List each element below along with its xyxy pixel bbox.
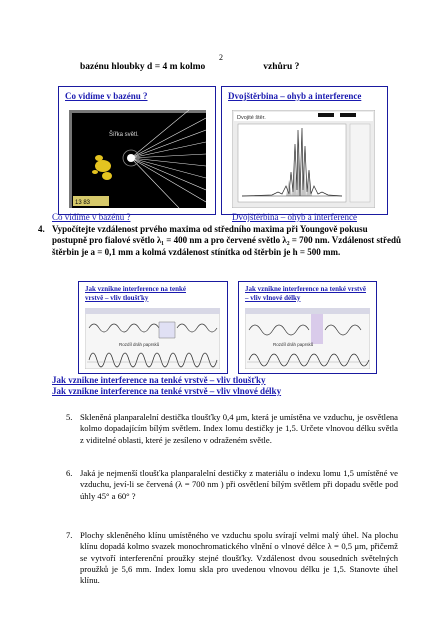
sim-value: 13 83 (75, 200, 91, 206)
continuation-text: bazénu hloubky d = 4 m kolmo (80, 62, 206, 72)
question-4-text: Vypočítejte vzdálenost prvého maxima od středního maxima při Youngově pokusu postupně pro fialové světlo λ₁ = 400 nm a pro červené světlo λ₂ = 700 nm. Vzdálenost středů štěrbin je a = 0,1 mm a kolmá vzdálenost stínítka od štěrbin je h = 500 mm. (52, 224, 401, 257)
question-7-number: 7. (66, 530, 73, 540)
sim-label: Šířka světl. (109, 132, 139, 138)
film-wavelength-link[interactable]: Jak vznikne interference na tenké vrstvě – vliv vlnové délky (52, 386, 282, 396)
pool-link[interactable]: Co vidíme v bazénu ? (52, 212, 131, 222)
thin-film-wavelength-box[interactable] (238, 281, 377, 374)
question-6 (66, 468, 398, 502)
question-6-number: 6. (66, 468, 73, 478)
question-4 (38, 224, 402, 258)
film-thickness-link[interactable]: Jak vznikne interference na tenké vrstvě – vliv tloušťky (52, 375, 266, 385)
pool-simulation-screenshot (69, 110, 206, 208)
pool-simulation-box[interactable] (58, 86, 216, 215)
question-continuation (80, 62, 299, 72)
wavelength-inner-label: Rozdíl dráh paprsků (273, 342, 314, 347)
double-slit-screenshot (232, 110, 375, 208)
thin-film-thickness-screenshot (85, 308, 220, 369)
slit-panel-label: Dvojité štěr. (237, 115, 266, 121)
slit-link[interactable]: Dvojštěrbina – ohyb a interference (232, 212, 357, 222)
question-5-number: 5. (66, 412, 73, 422)
pool-box-title[interactable]: Co vidíme v bazénu ? (65, 91, 148, 101)
page-number: 2 (219, 53, 223, 62)
thin-film-wavelength-screenshot (245, 308, 370, 369)
question-4-number: 4. (38, 224, 45, 234)
slit-box-title[interactable]: Dvojštěrbina – ohyb a interference (228, 91, 362, 101)
thickness-box-title[interactable]: Jak vznikne interference na tenké vrstvě – vliv tloušťky (85, 285, 186, 302)
question-7 (66, 530, 398, 586)
question-7-text: Plochy skleněného klínu umístěného ve vzduchu spolu svírají velmi malý úhel. Na plochu klínu dopadá kolmo svazek monochromatického vlnění o vlnové délce λ = 0,5 μm, přičemž se vytvoří interferenční proužky stejné tloušťky. Vzdálenost dvou sousedních světelných proužků je 5,6 mm. Index lomu skla pro uvedenou vlnovou délku je 1,5. Stanovte úhel klínu. (80, 530, 398, 586)
question-5-text: Skleněná planparalelní destička tloušťky 0,4 μm, která je umístěna ve vzduchu, je osvětlena kolmo dopadajícím bílým světlem. Index lomu destičky je 1,5. Určete vlnovou délku světla z viditelné oblasti, které je zesíleno v odraženém světle. (80, 412, 398, 445)
thin-film-thickness-box[interactable] (78, 281, 228, 374)
double-slit-box[interactable] (221, 86, 388, 215)
continuation-end: vzhůru ? (263, 62, 300, 72)
wavelength-box-title[interactable]: Jak vznikne interference na tenké vrstvě – vliv vlnové délky (245, 285, 366, 302)
thickness-inner-label: Rozdíl dráh paprsků (119, 342, 160, 347)
question-5 (66, 412, 398, 446)
question-6-text: Jaká je nejmenší tloušťka planparalelní destičky z materiálu o indexu lomu 1,5 umístěné ve vzduchu, jeví-li se červená (λ = 700 nm ) při osvětlení bílým světlem při dopadu světle pod úhly 45° a 60° ? (80, 468, 398, 501)
